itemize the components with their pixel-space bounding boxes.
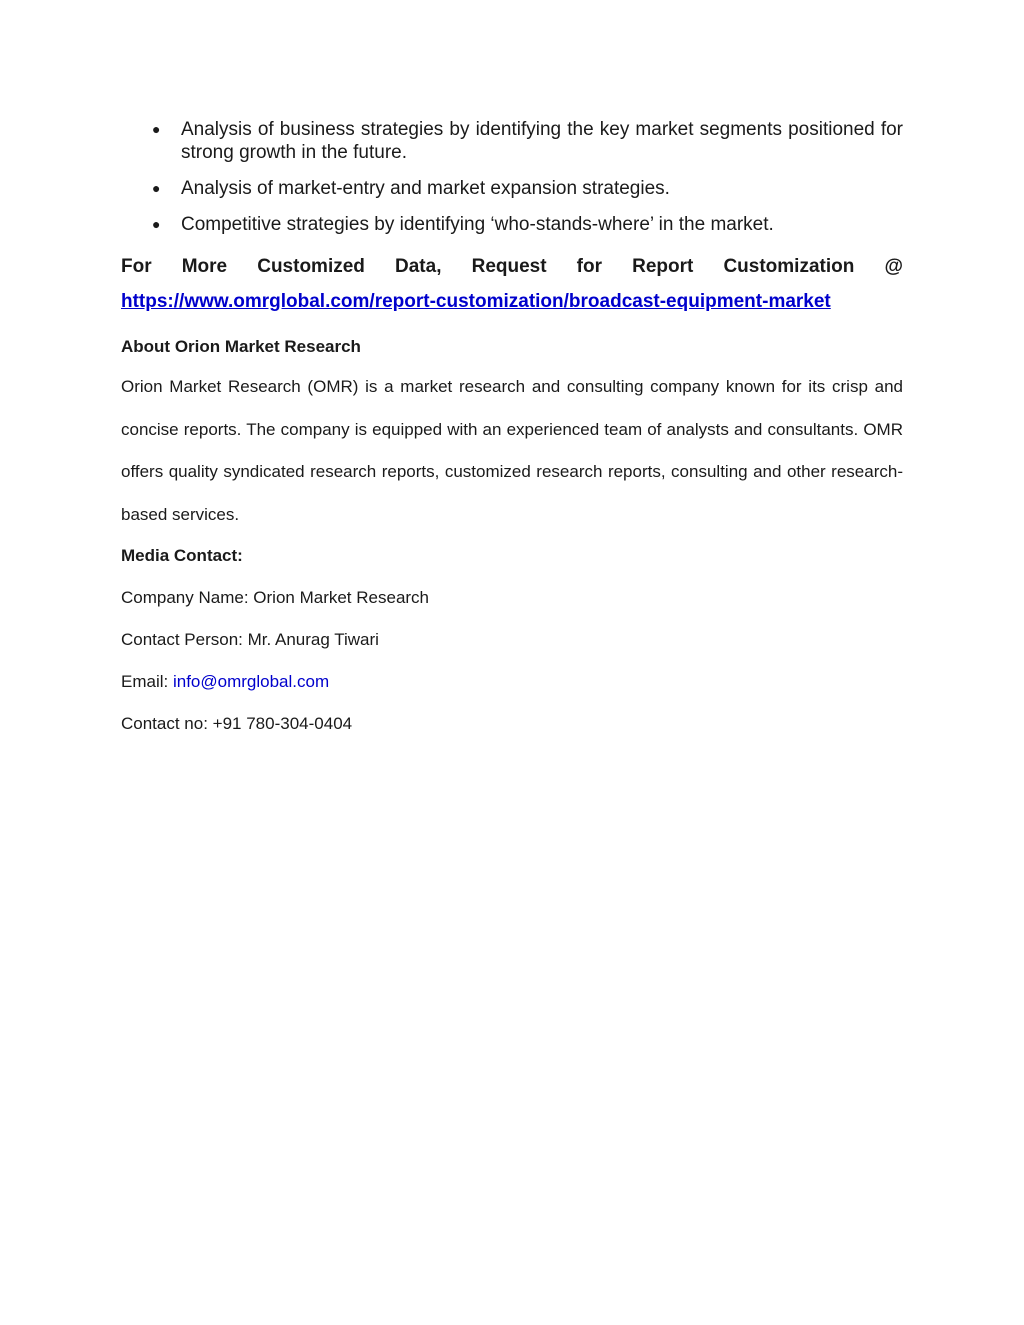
about-heading: About Orion Market Research: [121, 337, 361, 356]
contact-person-value: Mr. Anurag Tiwari: [247, 630, 379, 649]
email-link[interactable]: info@omrglobal.com: [172, 672, 330, 691]
bullet-item: [121, 118, 903, 164]
phone-label: Contact no:: [121, 714, 213, 733]
email-label: Email:: [121, 672, 173, 691]
contact-person-label: Contact Person:: [121, 630, 248, 649]
customization-link[interactable]: https://www.omrglobal.com/report-customization/broadcast-equipment-market: [121, 291, 831, 312]
bullet-item: [121, 213, 903, 236]
bullet-icon: ●: [152, 121, 161, 137]
email-line: [121, 670, 903, 694]
document-page: [121, 118, 903, 736]
bullet-icon: ●: [152, 180, 161, 196]
strategy-bullet-list: [121, 118, 903, 236]
customization-request-text: For More Customized Data, Request for Report Customization @: [121, 256, 903, 277]
about-paragraph: Orion Market Research (OMR) is a market research and consulting company known for its crisp and concise reports. The company is equipped with an experienced team of analysts and consultants. OMR offers quality syndicated research reports, customized research reports, consulting and other research-based services.: [121, 377, 903, 524]
media-contact-heading: Media Contact:: [121, 546, 243, 565]
company-name-line: [121, 586, 903, 610]
phone-line: [121, 712, 903, 736]
bullet-text: Analysis of business strategies by identifying the key market segments positioned for strong growth in the future.: [181, 119, 903, 163]
company-name-label: Company Name:: [121, 588, 254, 607]
contact-person-line: [121, 628, 903, 652]
company-name-value: Orion Market Research: [253, 588, 430, 607]
phone-value: +91 780-304-0404: [212, 714, 353, 733]
bullet-text: Competitive strategies by identifying ‘who-stands-where’ in the market.: [181, 214, 774, 235]
bullet-text: Analysis of market-entry and market expansion strategies.: [181, 178, 670, 199]
bullet-item: [121, 177, 903, 200]
bullet-icon: ●: [152, 216, 161, 232]
